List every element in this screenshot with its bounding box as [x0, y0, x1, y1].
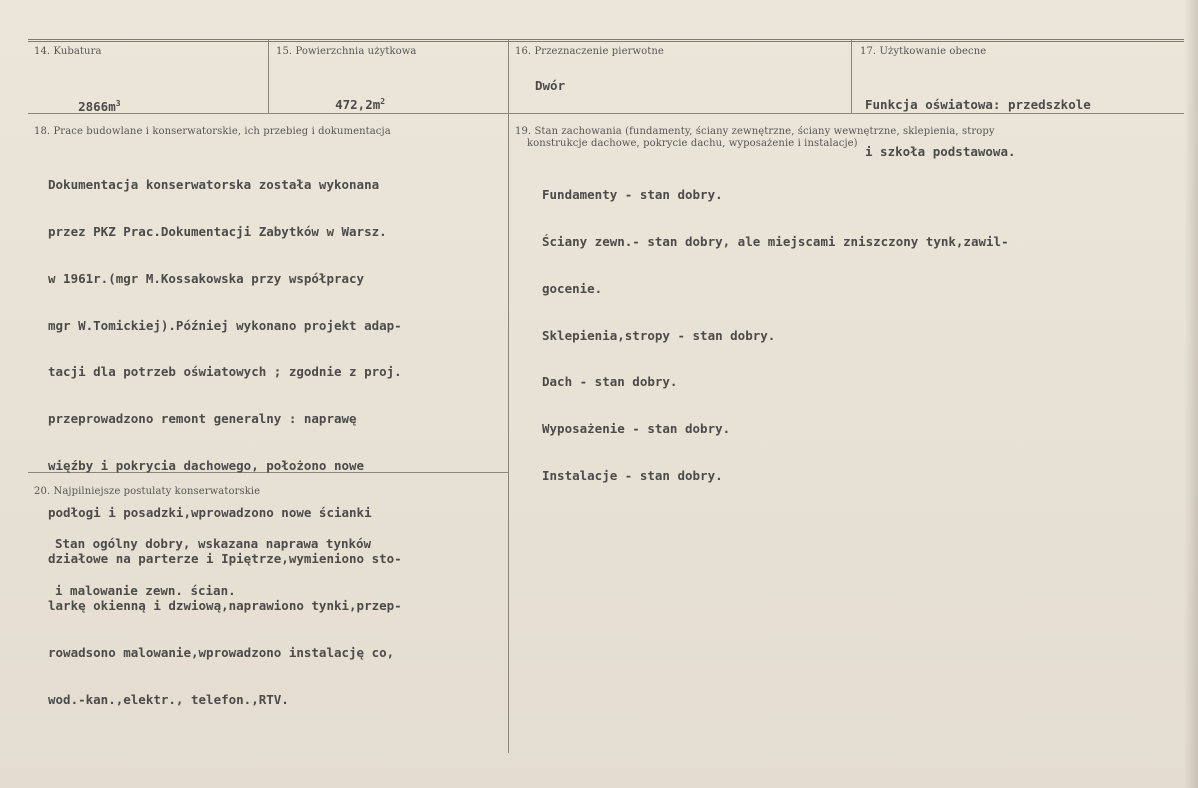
- powierzchnia-unit-exponent: 2: [380, 96, 386, 106]
- field-19-label-line: 19. Stan zachowania (fundamenty, ściany zewnętrzne, ściany wewnętrzne, sklepienia, stropy: [515, 126, 995, 137]
- field-20-line: Stan ogólny dobry, wskazana naprawa tynków: [55, 536, 372, 552]
- field-19-line: Ściany zewn.- stan dobry, ale miejscami zniszczony tynk,zawil-: [542, 233, 1009, 249]
- kubatura-value: 2866m: [78, 98, 116, 114]
- field-18-line: podłogi i posadzki,wprowadzono nowe ścianki: [48, 504, 380, 520]
- col-rule-2: [508, 40, 509, 753]
- field-18-label: 18. Prace budowlane i konserwatorskie, ich przebieg i dokumentacja: [34, 126, 391, 137]
- field-20-line: i malowanie zewn. ścian.: [55, 582, 236, 598]
- field-19-line: Wyposażenie - stan dobry.: [542, 421, 731, 437]
- field-18-line: tacji dla potrzeb oświatowych ; zgodnie z proj.: [48, 364, 402, 380]
- field-19-line: Fundamenty - stan dobry.: [542, 187, 723, 203]
- field-18-line: rowadsono malowanie,wprowadzono instalację co,: [48, 645, 395, 660]
- field-17-line: i szkoła podstawowa.: [865, 143, 1016, 159]
- field-19-value: [542, 156, 1009, 515]
- top-rule: [28, 39, 1184, 42]
- field-17-label: 17. Użytkowanie obecne: [860, 46, 987, 57]
- field-18-line: więźby i pokrycia dachowego, położono nowe: [48, 457, 365, 473]
- field-17-line: Funkcja oświatowa: przedszkole: [865, 97, 1091, 113]
- col-rule-1: [268, 40, 269, 113]
- field-15-label: 15. Powierzchnia użytkowa: [276, 46, 417, 57]
- field-18-line: działowe na parterze i Ipiętrze,wymieniono sto-: [48, 551, 402, 567]
- field-16-value: Dwór: [535, 78, 566, 93]
- field-19-line: gocenie.: [542, 280, 603, 296]
- kubatura-unit-exponent: 3: [115, 98, 121, 108]
- field-18-value: [48, 146, 402, 739]
- field-20-value: [55, 505, 371, 630]
- field-19-line: Instalacje - stan dobry.: [542, 467, 723, 483]
- field-19-label-line: konstrukcje dachowe, pokrycie dachu, wyposażenie i instalacje): [527, 138, 858, 149]
- field-18-line: Dokumentacja konserwatorska została wykonana: [48, 177, 380, 193]
- field-20-label: 20. Najpilniejsze postulaty konserwatorskie: [34, 486, 261, 497]
- field-18-line: przez PKZ Prac.Dokumentacji Zabytków w Warsz.: [48, 223, 387, 239]
- field-16-label: 16. Przeznaczenie pierwotne: [515, 46, 664, 57]
- field-18-line: w 1961r.(mgr M.Kossakowska przy współpracy: [48, 270, 365, 286]
- field-18-line: mgr W.Tomickiej).Później wykonano projekt adap-: [48, 317, 402, 333]
- field-14-label: 14. Kubatura: [34, 46, 102, 57]
- field-18-line: przeprowadzono remont generalny : naprawę: [48, 411, 357, 427]
- field-19-line: Sklepienia,stropy - stan dobry.: [542, 327, 776, 343]
- field-14-value: [48, 80, 121, 130]
- field-19-line: Dach - stan dobry.: [542, 374, 678, 390]
- field-18-line: larkę okienną i dzwiową,naprawiono tynki,przep-: [48, 598, 402, 614]
- powierzchnia-value: 472,2m: [335, 96, 381, 112]
- field-18-line: wod.-kan.,elektr., telefon.,RTV.: [48, 691, 289, 707]
- card-edge-shadow: [1184, 0, 1198, 788]
- col-rule-3: [851, 40, 852, 113]
- field-15-value: [305, 78, 385, 128]
- field-19-label: [515, 126, 1115, 150]
